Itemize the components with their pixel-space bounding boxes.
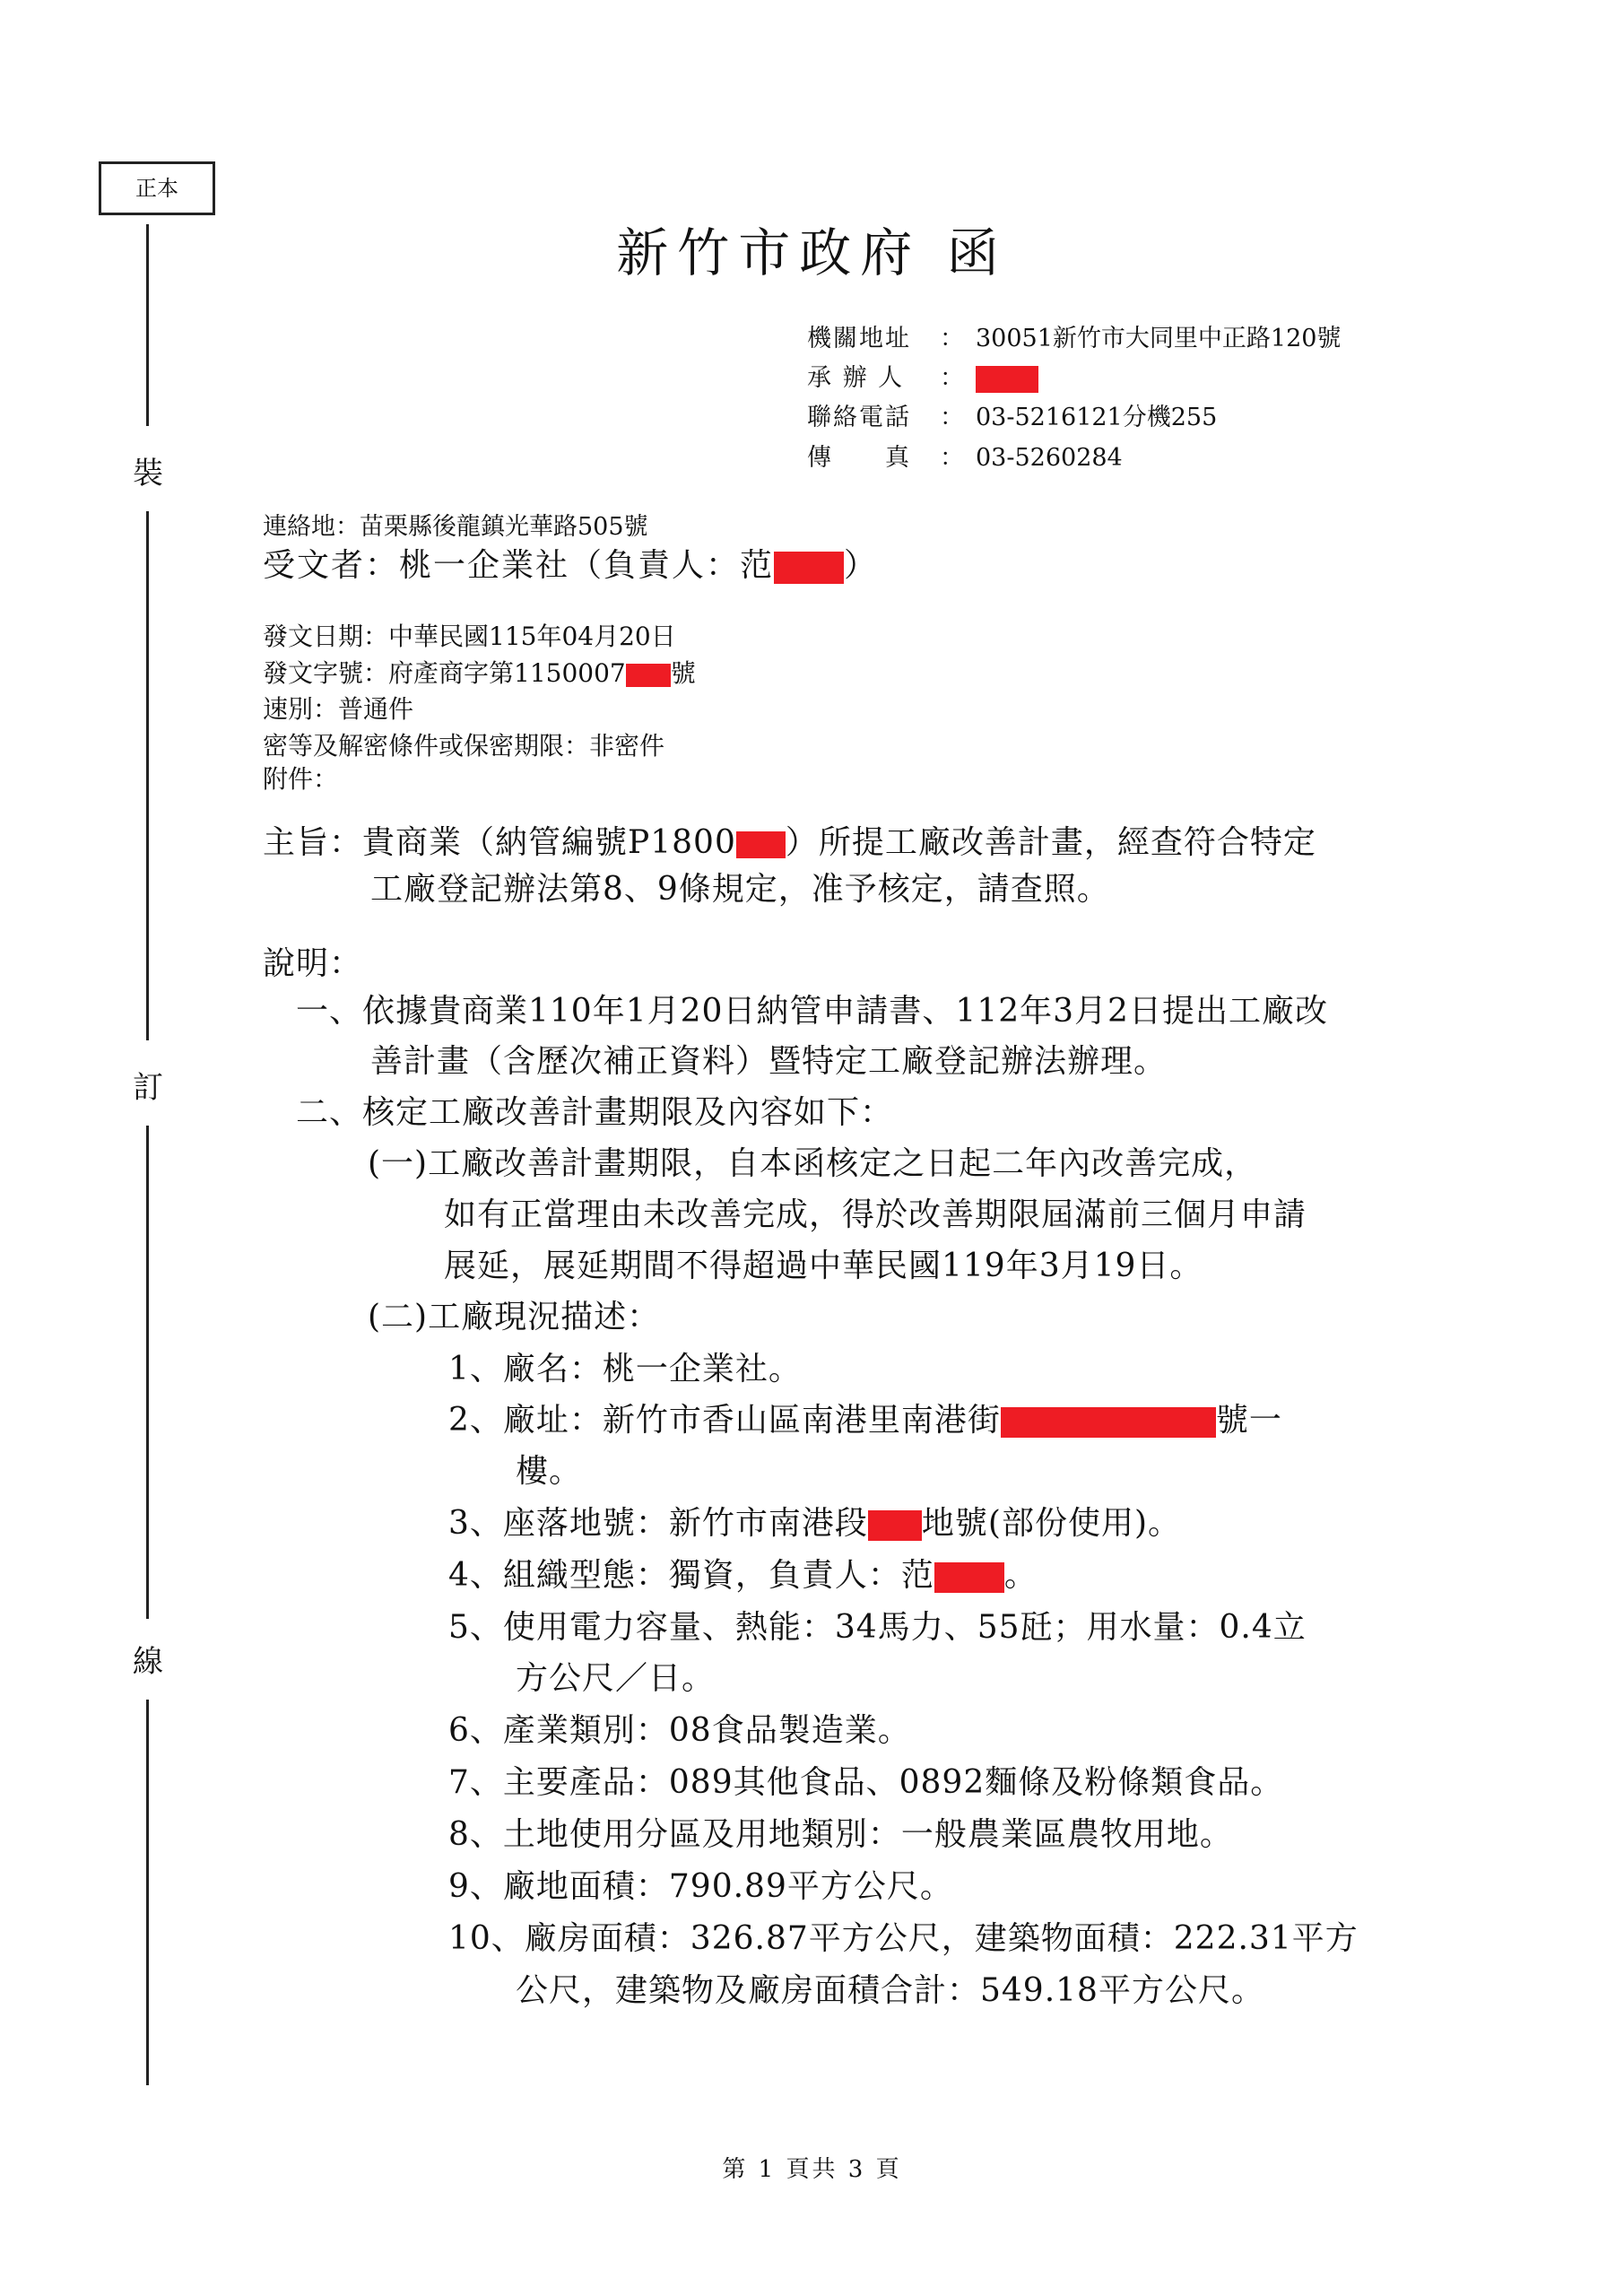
fact-3: 3、座落地號：新竹市南港段 地號(部份使用)。 — [448, 1505, 1181, 1542]
agency-address-label: 機關地址 — [807, 325, 911, 352]
issue-date: 發文日期：中華民國115年04月20日 — [263, 622, 676, 651]
sub-item-1-line-2: 如有正當理由未改善完成，得於改善期限屆滿前三個月申請 — [444, 1196, 1307, 1233]
issue-number: 發文字號：府產商字第1150007 號 — [263, 658, 696, 688]
sub-item-1-line-1: (一)工廠改善計畫期限，自本函核定之日起二年內改善完成， — [368, 1145, 1258, 1182]
agency-officer-row: 承 辦 人 ： — [807, 358, 1038, 393]
binding-mark-xian: 線 — [133, 1644, 163, 1680]
fact-2-redaction — [1001, 1407, 1216, 1438]
recipient-redaction — [774, 552, 844, 584]
recipient: 受文者：桃一企業社（負責人：范 ） — [263, 547, 879, 584]
contact-address: 連絡地：苗栗縣後龍鎮光華路505號 — [263, 513, 648, 541]
page-footer: 第 1 頁共 3 頁 — [722, 2156, 902, 2183]
agency-fax-label: 傳 真 — [807, 444, 911, 472]
issue-secrecy: 密等及解密條件或保密期限：非密件 — [263, 731, 665, 761]
issue-number-redaction — [626, 664, 671, 687]
explanation-label: 說明： — [263, 945, 363, 982]
fact-5-cont: 方公尺／日。 — [516, 1660, 716, 1697]
subject-redaction — [736, 831, 786, 858]
fact-4-redaction — [934, 1562, 1004, 1593]
officer-redaction — [976, 366, 1038, 393]
fact-10-cont: 公尺，建築物及廠房面積合計：549.18平方公尺。 — [516, 1972, 1264, 2009]
fact-2: 2、廠址：新竹市香山區南港里南港街 號一 — [448, 1402, 1282, 1439]
fact-10: 10、廠房面積：326.87平方公尺，建築物面積：222.31平方 — [448, 1920, 1359, 1957]
agency-officer-label: 承 辦 人 — [807, 364, 905, 392]
fact-1: 1、廠名：桃一企業社。 — [448, 1351, 802, 1387]
agency-address-row: 機關地址 ： 30051新竹市大同里中正路120號 — [807, 318, 1341, 353]
binding-line-2 — [146, 511, 149, 1040]
binding-line-4 — [146, 1700, 149, 2085]
fact-5: 5、使用電力容量、熱能：34馬力、55瓩；用水量：0.4立 — [448, 1609, 1307, 1646]
agency-phone-label: 聯絡電話 — [807, 404, 911, 431]
document-title: 新竹市政府 函 — [616, 222, 1008, 283]
binding-mark-ding: 訂 — [133, 1070, 163, 1106]
issue-attachment: 附件： — [263, 764, 339, 794]
fact-6: 6、產業類別：08食品製造業。 — [448, 1712, 911, 1749]
agency-address-value: 30051新竹市大同里中正路120號 — [976, 325, 1342, 352]
explanation-item-1-line-2: 善計畫（含歷次補正資料）暨特定工廠登記辦法辦理。 — [370, 1043, 1168, 1080]
fact-4: 4、組織型態：獨資，負責人：范 。 — [448, 1557, 1038, 1594]
agency-fax-row: 傳 真 ： 03-5260284 — [807, 438, 1123, 473]
subject-line-1: 主旨：貴商業（納管編號P1800 ）所提工廠改善計畫，經查符合特定 — [263, 824, 1316, 861]
agency-phone-row: 聯絡電話 ： 03-5216121分機255 — [807, 397, 1217, 432]
sub-item-2-line-1: (二)工廠現況描述： — [368, 1299, 661, 1335]
agency-phone-value: 03-5216121分機255 — [976, 404, 1218, 431]
agency-fax-value: 03-5260284 — [976, 444, 1123, 472]
sub-item-1-line-3: 展延，展延期間不得超過中華民國119年3月19日。 — [444, 1248, 1203, 1284]
fact-3-redaction — [868, 1510, 922, 1541]
issue-speed: 速別：普通件 — [263, 694, 414, 724]
fact-2-cont: 樓。 — [516, 1453, 583, 1490]
fact-8: 8、土地使用分區及用地類別：一般農業區農牧用地。 — [448, 1816, 1233, 1853]
copy-label: 正本 — [99, 161, 215, 215]
subject-line-2: 工廠登記辦法第8、9條規定，准予核定，請查照。 — [370, 871, 1110, 908]
fact-7: 7、主要產品：089其他食品、0892麵條及粉條類食品。 — [448, 1764, 1284, 1801]
fact-9: 9、廠地面積：790.89平方公尺。 — [448, 1868, 953, 1905]
explanation-item-2-line-1: 二、核定工廠改善計畫期限及內容如下： — [296, 1094, 894, 1131]
subject-label: 主旨： — [263, 824, 363, 861]
binding-line-3 — [146, 1126, 149, 1619]
explanation-item-1-line-1: 一、依據貴商業110年1月20日納管申請書、112年3月2日提出工廠改 — [296, 993, 1328, 1030]
binding-mark-zhuang: 裝 — [133, 456, 163, 491]
